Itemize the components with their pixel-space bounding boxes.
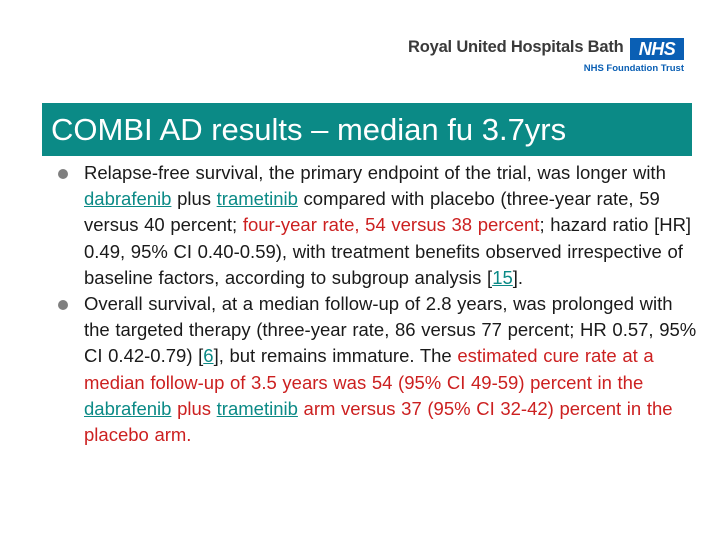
bullet-list — [58, 160, 698, 448]
link-reference-6[interactable]: 6 — [203, 345, 214, 367]
title-bar — [42, 103, 692, 156]
highlight-text: plus — [171, 397, 217, 419]
link-reference-15[interactable]: 15 — [492, 266, 513, 288]
bullet-text — [84, 293, 696, 445]
bullet-overall-survival — [58, 291, 698, 448]
highlight-text: arm versus 37 (95% CI 32-42) percent in the placebo arm. — [84, 397, 673, 446]
text-segment: ]. — [512, 266, 524, 288]
text-segment: ; hazard ratio [HR] 0.49, 95% CI 0.40-0.59), with treatment benefits observed irrespective of baseline factors, according to subgroup analysis [ — [84, 214, 692, 288]
hospital-logo — [408, 36, 684, 76]
highlight-text: estimated cure rate at a median follow-up of 3.5 years was 54 (95% CI 49-59) percent in the — [84, 345, 654, 393]
bullet-relapse-free-survival — [58, 160, 698, 291]
bullet-dot-icon — [58, 300, 68, 310]
text-segment: Relapse-free survival, the primary endpoint of the trial, was longer with — [84, 162, 666, 183]
link-trametinib[interactable]: trametinib — [216, 188, 298, 210]
text-segment: Overall survival, at a median follow-up of 2.8 years, was prolonged with the targeted therapy (three-year rate, 86 versus 77 percent; HR 0.57, 95% CI 0.42-0.79) [ — [84, 293, 697, 367]
highlight-text: four-year rate, 54 versus 38 percent — [242, 214, 540, 236]
link-dabrafenib[interactable]: dabrafenib — [84, 397, 172, 419]
bullet-text — [84, 162, 691, 288]
text-segment: ], but remains immature. The — [213, 345, 458, 367]
trust-name: NHS Foundation Trust — [583, 63, 684, 74]
nhs-logo-badge: NHS — [630, 38, 684, 60]
link-dabrafenib[interactable]: dabrafenib — [84, 188, 172, 210]
link-trametinib[interactable]: trametinib — [216, 397, 298, 419]
slide-title: COMBI AD results – median fu 3.7yrs — [51, 112, 567, 147]
text-segment: plus — [171, 188, 217, 210]
org-name: Royal United Hospitals Bath — [408, 38, 624, 56]
text-segment: compared with placebo (three-year rate, 59 versus 40 percent; — [84, 188, 660, 236]
bullet-dot-icon — [58, 169, 68, 179]
